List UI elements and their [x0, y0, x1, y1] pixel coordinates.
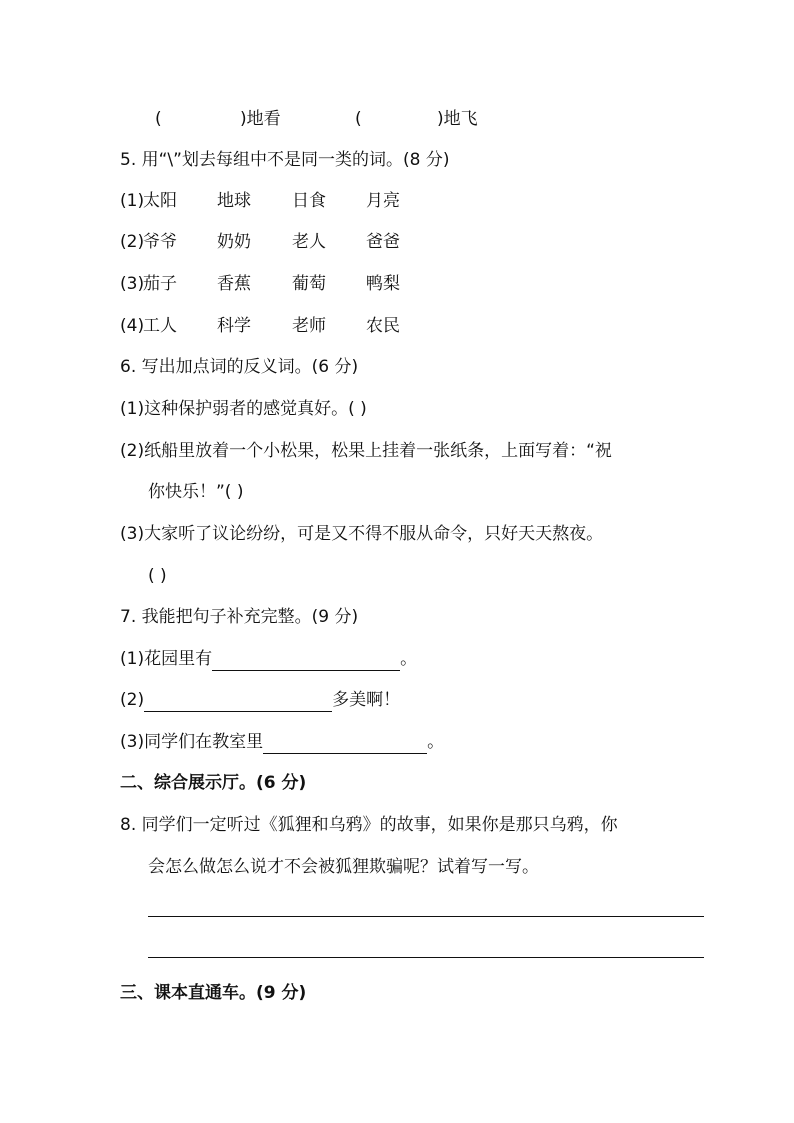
q8-line-2: 会怎么做怎么说才不会被狐狸欺骗呢？试着写一写。	[148, 857, 539, 877]
q7-item-2-prefix: (2)	[120, 690, 145, 710]
q7-item-1-prefix: (1)花园里有	[120, 649, 213, 669]
q6-title: 6. 写出加点词的反义词。(6 分)	[120, 357, 359, 377]
answer-line-1[interactable]	[148, 916, 704, 917]
group-label: (1)	[120, 191, 145, 211]
word: 月亮	[366, 191, 400, 211]
word: 工人	[143, 316, 177, 336]
answer-blank-1[interactable]	[212, 650, 400, 671]
word: 太阳	[143, 191, 177, 211]
q8-line-1: 8. 同学们一定听过《狐狸和乌鸦》的故事，如果你是那只乌鸦，你	[120, 815, 618, 835]
blank-row-top	[155, 107, 162, 131]
word: 爷爷	[143, 232, 177, 252]
q6-sentence-3a: (3)大家听了议论纷纷，可是又不得不服从命令，只好天天熬夜。	[120, 524, 604, 544]
word: 农民	[366, 316, 400, 336]
paren-open-1: (	[155, 109, 162, 129]
q7-item-2-suffix: 多美啊！	[332, 690, 401, 710]
paren-open-2: (	[355, 109, 362, 129]
q6-sentence-3b: ( )	[148, 566, 167, 586]
word: 香蕉	[217, 274, 251, 294]
q7-title: 7. 我能把句子补充完整。(9 分)	[120, 607, 359, 627]
word: 葡萄	[292, 274, 326, 294]
word: 地球	[217, 191, 251, 211]
answer-blank-3[interactable]	[263, 733, 427, 754]
word: 茄子	[143, 274, 177, 294]
q7-item-3-suffix: 。	[427, 732, 445, 752]
q7-item-1	[120, 647, 417, 671]
word: 鸭梨	[366, 274, 400, 294]
group-label: (4)	[120, 316, 145, 336]
q7-item-3	[120, 730, 444, 754]
word: 爸爸	[366, 232, 400, 252]
q6-sentence-2b: 你快乐！”( )	[148, 482, 244, 502]
word: 科学	[217, 316, 251, 336]
blank1-suffix: )地看	[240, 109, 281, 129]
answer-blank-2[interactable]	[144, 691, 332, 712]
section-2-title: 二、综合展示厅。(6 分)	[120, 773, 307, 793]
q6-sentence-2a: (2)纸船里放着一个小松果，松果上挂着一张纸条，上面写着：“祝	[120, 441, 612, 461]
word: 老人	[292, 232, 326, 252]
section-3-title: 三、课本直通车。(9 分)	[120, 983, 307, 1003]
q7-item-1-suffix: 。	[400, 649, 418, 669]
answer-line-2[interactable]	[148, 957, 704, 958]
group-label: (2)	[120, 232, 145, 252]
word: 奶奶	[217, 232, 251, 252]
group-label: (3)	[120, 274, 145, 294]
q7-item-2	[120, 688, 400, 712]
q5-title: 5. 用“\”划去每组中不是同一类的词。(8 分)	[120, 150, 450, 170]
word: 老师	[292, 316, 326, 336]
blank2-suffix: )地飞	[437, 109, 478, 129]
q7-item-3-prefix: (3)同学们在教室里	[120, 732, 264, 752]
word: 日食	[292, 191, 326, 211]
q6-sentence-1: (1)这种保护弱者的感觉真好。( )	[120, 399, 367, 419]
